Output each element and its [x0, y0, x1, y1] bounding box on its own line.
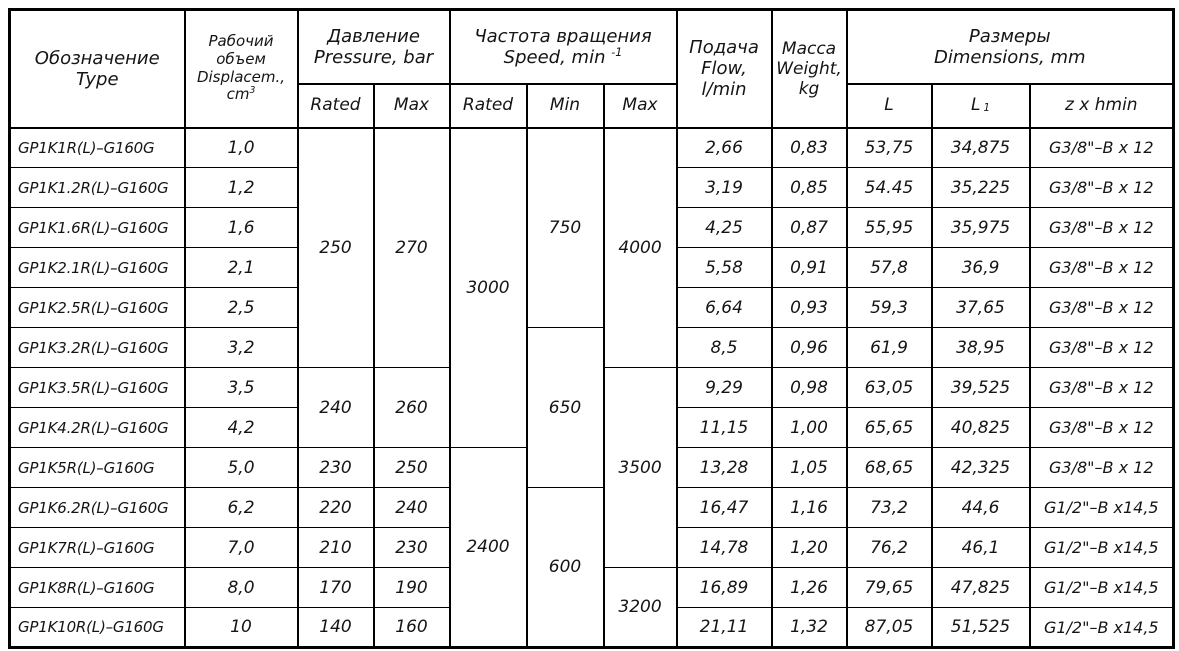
dim-l-cell: 63,05 — [847, 368, 932, 408]
type-cell: GP1K5R(L)–G160G — [10, 448, 185, 488]
weight-cell: 0,83 — [772, 128, 847, 168]
type-cell: GP1K1.2R(L)–G160G — [10, 168, 185, 208]
speed-min-cell: 750 — [527, 128, 604, 328]
subcol-speed-rated-header: Rated — [450, 84, 527, 128]
group-pressure-header-en: Pressure, bar — [313, 46, 434, 68]
flow-cell: 8,5 — [677, 328, 772, 368]
col-displacement-header — [185, 10, 298, 128]
col-displacement-header-ru2: объем — [216, 50, 266, 69]
subcol-dim-l-header: L — [847, 84, 932, 128]
speed-min-cell: 600 — [527, 488, 604, 648]
displacement-cell: 1,0 — [185, 128, 298, 168]
type-cell: GP1K3.2R(L)–G160G — [10, 328, 185, 368]
group-speed-header-ru: Частота вращения — [474, 25, 652, 47]
group-speed-header-en — [453, 47, 674, 68]
flow-cell: 4,25 — [677, 208, 772, 248]
pressure-max-cell: 230 — [374, 528, 450, 568]
speed-unit-text: Speed, min — [503, 46, 606, 68]
thread-cell: G3/8"–B x 12 — [1030, 208, 1174, 248]
type-cell: GP1K1.6R(L)–G160G — [10, 208, 185, 248]
pressure-rated-cell: 250 — [298, 128, 374, 368]
table-row — [10, 128, 1174, 168]
displacement-cell: 4,2 — [185, 408, 298, 448]
displacement-cell: 2,1 — [185, 248, 298, 288]
weight-cell: 1,00 — [772, 408, 847, 448]
col-flow-header — [677, 10, 772, 128]
pump-spec-table — [8, 8, 1175, 649]
type-cell: GP1K8R(L)–G160G — [10, 568, 185, 608]
subcol-speed-min-header: Min — [527, 84, 604, 128]
type-cell: GP1K3.5R(L)–G160G — [10, 368, 185, 408]
dim-l1-cell: 40,825 — [932, 408, 1030, 448]
col-type-header-ru: Обозначение — [34, 47, 160, 69]
dim-l1-cell: 36,9 — [932, 248, 1030, 288]
pressure-max-cell: 270 — [374, 128, 450, 368]
type-cell: GP1K2.5R(L)–G160G — [10, 288, 185, 328]
speed-min-cell: 650 — [527, 328, 604, 488]
speed-max-cell: 3200 — [604, 568, 677, 648]
dim-l1-main-text: L — [971, 95, 981, 116]
speed-max-cell: 4000 — [604, 128, 677, 368]
type-cell: GP1K2.1R(L)–G160G — [10, 248, 185, 288]
dim-l1-cell: 38,95 — [932, 328, 1030, 368]
weight-cell: 0,87 — [772, 208, 847, 248]
col-weight-header-unit: kg — [798, 78, 820, 99]
type-cell: GP1K6.2R(L)–G160G — [10, 488, 185, 528]
thread-cell: G1/2"–B x14,5 — [1030, 488, 1174, 528]
dim-l-cell: 57,8 — [847, 248, 932, 288]
group-pressure-header — [298, 10, 450, 84]
flow-cell: 5,58 — [677, 248, 772, 288]
dim-l1-cell: 34,875 — [932, 128, 1030, 168]
weight-cell: 0,93 — [772, 288, 847, 328]
dim-l-cell: 55,95 — [847, 208, 932, 248]
weight-cell: 1,20 — [772, 528, 847, 568]
type-cell: GP1K10R(L)–G160G — [10, 608, 185, 648]
speed-unit-sup: -1 — [611, 45, 623, 59]
pressure-max-cell: 160 — [374, 608, 450, 648]
flow-cell: 16,47 — [677, 488, 772, 528]
col-displacement-header-unit — [188, 86, 295, 104]
dim-l1-cell: 35,975 — [932, 208, 1030, 248]
dim-l1-cell: 37,65 — [932, 288, 1030, 328]
thread-cell: G1/2"–B x14,5 — [1030, 608, 1174, 648]
flow-cell: 11,15 — [677, 408, 772, 448]
flow-cell: 16,89 — [677, 568, 772, 608]
dim-l-cell: 68,65 — [847, 448, 932, 488]
flow-cell: 9,29 — [677, 368, 772, 408]
displacement-cell: 1,6 — [185, 208, 298, 248]
thread-cell: G1/2"–B x14,5 — [1030, 528, 1174, 568]
subcol-dim-l1-header — [932, 84, 1030, 128]
type-cell: GP1K4.2R(L)–G160G — [10, 408, 185, 448]
weight-cell: 0,96 — [772, 328, 847, 368]
weight-cell: 1,32 — [772, 608, 847, 648]
subcol-pressure-rated-header: Rated — [298, 84, 374, 128]
pressure-max-cell: 240 — [374, 488, 450, 528]
thread-cell: G3/8"–B x 12 — [1030, 368, 1174, 408]
col-weight-header-en: Weight, — [776, 58, 842, 79]
dim-l-cell: 79,65 — [847, 568, 932, 608]
weight-cell: 0,98 — [772, 368, 847, 408]
displacement-unit-sup: 3 — [249, 85, 256, 97]
subcol-pressure-max-header: Max — [374, 84, 450, 128]
pressure-rated-cell: 220 — [298, 488, 374, 528]
dim-l-cell: 59,3 — [847, 288, 932, 328]
weight-cell: 1,05 — [772, 448, 847, 488]
pressure-rated-cell: 140 — [298, 608, 374, 648]
displacement-cell: 6,2 — [185, 488, 298, 528]
col-flow-header-ru: Подача — [689, 36, 759, 58]
dim-l1-cell: 35,225 — [932, 168, 1030, 208]
group-pressure-header-ru: Давление — [327, 25, 420, 47]
displacement-cell: 3,5 — [185, 368, 298, 408]
dim-l1-cell: 47,825 — [932, 568, 1030, 608]
flow-cell: 21,11 — [677, 608, 772, 648]
dim-l-cell: 76,2 — [847, 528, 932, 568]
flow-cell: 6,64 — [677, 288, 772, 328]
displacement-cell: 10 — [185, 608, 298, 648]
pressure-max-cell: 260 — [374, 368, 450, 448]
weight-cell: 1,16 — [772, 488, 847, 528]
pressure-rated-cell: 210 — [298, 528, 374, 568]
table-row — [10, 328, 1174, 368]
group-dimensions-header-en: Dimensions, mm — [933, 46, 1086, 68]
dim-l-cell: 73,2 — [847, 488, 932, 528]
displacement-cell: 1,2 — [185, 168, 298, 208]
weight-cell: 1,26 — [772, 568, 847, 608]
flow-cell: 13,28 — [677, 448, 772, 488]
thread-cell: G3/8"–B x 12 — [1030, 448, 1174, 488]
dim-l1-cell: 46,1 — [932, 528, 1030, 568]
displacement-unit-text: cm — [226, 85, 250, 104]
speed-rated-cell: 2400 — [450, 448, 527, 648]
flow-cell: 3,19 — [677, 168, 772, 208]
dim-l-cell: 53,75 — [847, 128, 932, 168]
thread-cell: G3/8"–B x 12 — [1030, 248, 1174, 288]
displacement-cell: 2,5 — [185, 288, 298, 328]
displacement-cell: 5,0 — [185, 448, 298, 488]
col-weight-header-ru: Масса — [781, 38, 837, 59]
dim-l1-cell: 51,525 — [932, 608, 1030, 648]
thread-cell: G3/8"–B x 12 — [1030, 328, 1174, 368]
col-displacement-header-ru1: Рабочий — [208, 32, 274, 51]
pressure-rated-cell: 170 — [298, 568, 374, 608]
thread-cell: G3/8"–B x 12 — [1030, 288, 1174, 328]
dim-l-cell: 61,9 — [847, 328, 932, 368]
pressure-max-cell: 190 — [374, 568, 450, 608]
col-flow-header-unit: l/min — [701, 79, 747, 101]
flow-cell: 2,66 — [677, 128, 772, 168]
pressure-rated-cell: 240 — [298, 368, 374, 448]
flow-cell: 14,78 — [677, 528, 772, 568]
col-type-header-en: Type — [75, 68, 119, 90]
thread-cell: G3/8"–B x 12 — [1030, 168, 1174, 208]
group-dimensions-header — [847, 10, 1174, 84]
col-type-header — [10, 10, 185, 128]
group-dimensions-header-ru: Размеры — [968, 25, 1051, 47]
dim-l-cell: 54.45 — [847, 168, 932, 208]
subcol-speed-max-header: Max — [604, 84, 677, 128]
displacement-cell: 8,0 — [185, 568, 298, 608]
dim-l1-cell: 44,6 — [932, 488, 1030, 528]
col-flow-header-en: Flow, — [701, 58, 747, 80]
subcol-thread-header: z x hmin — [1030, 84, 1174, 128]
type-cell: GP1K7R(L)–G160G — [10, 528, 185, 568]
weight-cell: 0,91 — [772, 248, 847, 288]
weight-cell: 0,85 — [772, 168, 847, 208]
col-weight-header — [772, 10, 847, 128]
table-row — [10, 488, 1174, 528]
speed-max-cell: 3500 — [604, 368, 677, 568]
dim-l1-cell: 39,525 — [932, 368, 1030, 408]
dim-l-cell: 87,05 — [847, 608, 932, 648]
col-displacement-header-en: Displacem., — [196, 67, 286, 86]
group-speed-header — [450, 10, 677, 84]
displacement-cell: 7,0 — [185, 528, 298, 568]
dim-l1-sub-text: 1 — [983, 102, 990, 114]
type-cell: GP1K1R(L)–G160G — [10, 128, 185, 168]
dim-l-cell: 65,65 — [847, 408, 932, 448]
thread-cell: G3/8"–B x 12 — [1030, 408, 1174, 448]
displacement-cell: 3,2 — [185, 328, 298, 368]
thread-cell: G3/8"–B x 12 — [1030, 128, 1174, 168]
pressure-rated-cell: 230 — [298, 448, 374, 488]
thread-cell: G1/2"–B x14,5 — [1030, 568, 1174, 608]
pressure-max-cell: 250 — [374, 448, 450, 488]
speed-rated-cell: 3000 — [450, 128, 527, 448]
dim-l1-cell: 42,325 — [932, 448, 1030, 488]
